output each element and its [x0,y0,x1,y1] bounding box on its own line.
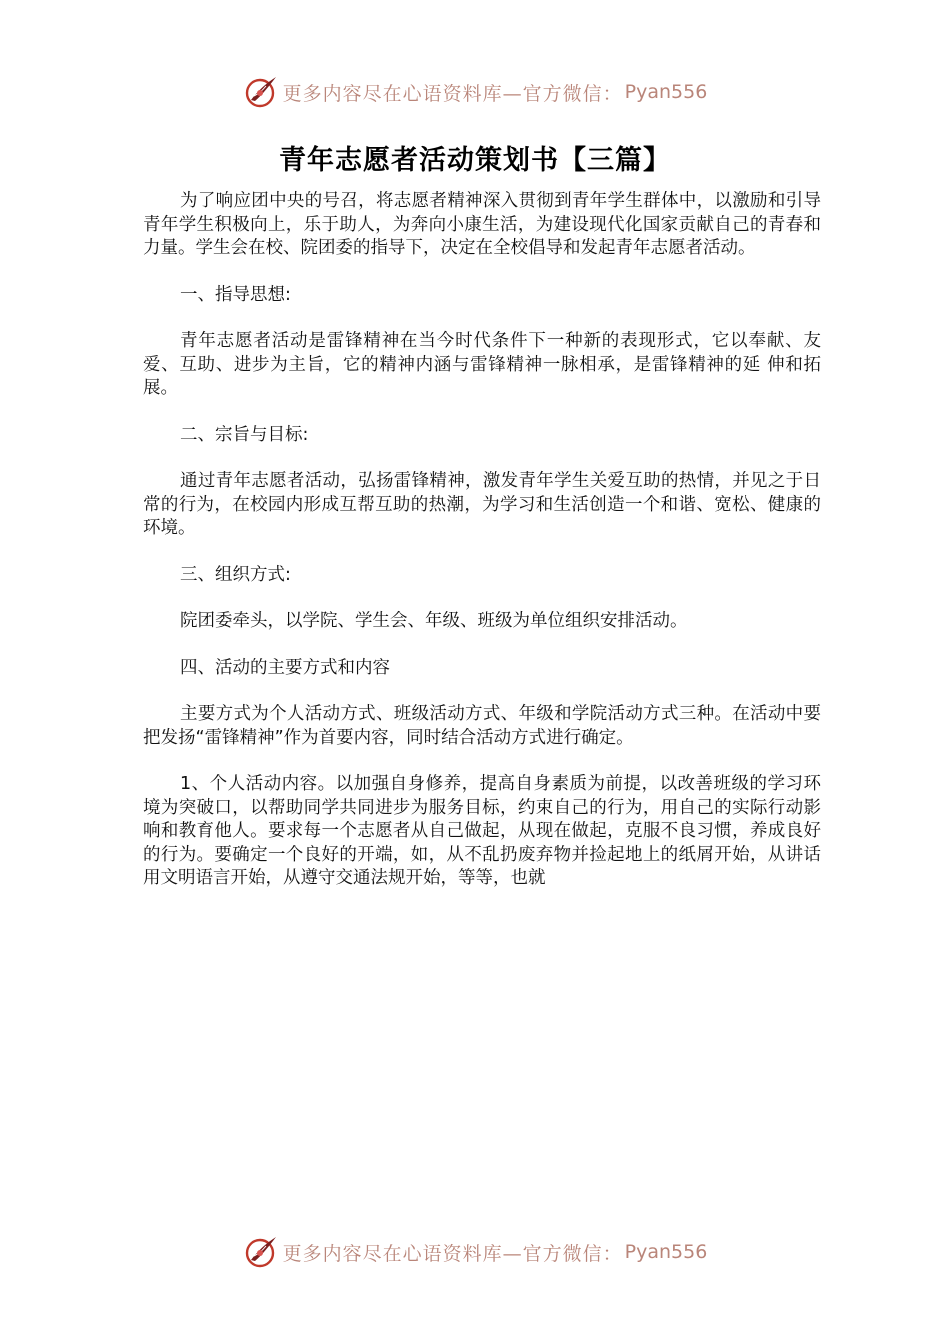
watermark-text: 更多内容尽在心语资料库—官方微信： [282,82,623,105]
watermark-text: 更多内容尽在心语资料库—官方微信： [282,1242,623,1265]
section-heading-purpose-goals: 二、宗旨与目标: [180,424,309,445]
document-body [143,190,821,914]
section-heading-activities: 四、活动的主要方式和内容 [180,657,390,678]
section-heading-organization: 三、组织方式: [180,564,291,585]
watermark-wechat-id: Pyan556 [624,81,708,103]
intro-paragraph: 为了响应团中央的号召，将志愿者精神深入贯彻到青年学生群体中，以激励和引导青年学生积极向上，乐于助人，为奔向小康生活，为建设现代化国家贡献自己的青春和力量。学生会在校、院团委的指导下，决定在全校倡导和发起青年志愿者活动。 [143,191,821,258]
header-watermark [0,72,950,112]
guiding-thought-paragraph: 青年志愿者活动是雷锋精神在当今时代条件下一种新的表现形式，它以奉献、友爱、互助、进步为主旨，它的精神内涵与雷锋精神一脉相承，是雷锋精神的延 伸和拓展。 [143,331,821,398]
quill-logo-icon [243,1234,279,1270]
purpose-goals-paragraph: 通过青年志愿者活动，弘扬雷锋精神，激发青年学生关爱互助的热情，并见之于日常的行为，在校园内形成互帮互助的热潮，为学习和生活创造一个和谐、宽松、健康的环境。 [143,471,821,538]
activities-paragraph: 主要方式为个人活动方式、班级活动方式、年级和学院活动方式三种。在活动中要把发扬“雷锋精神”作为首要内容，同时结合活动方式进行确定。 [143,704,821,748]
organization-paragraph: 院团委牵头，以学院、学生会、年级、班级为单位组织安排活动。 [180,611,688,631]
individual-activities-paragraph: 1、个人活动内容。以加强自身修养，提高自身素质为前提，以改善班级的学习环境为突破口，以帮助同学共同进步为服务目标，约束自己的行为，用自己的实际行动影响和教育他人。要求每一个志愿者从自己做起，从现在做起，克服不良习惯，养成良好的行为。要确定一个良好的开端，如，从不乱扔废弃物并捡起地上的纸屑开始，从讲话用文明语言开始，从遵守交通法规开始，等等，也就 [143,774,821,888]
footer-watermark [0,1232,950,1272]
document-title: 青年志愿者活动策划书【三篇】 [279,145,671,176]
section-heading-guiding-thought: 一、指导思想: [180,284,291,305]
quill-logo-icon [243,74,279,110]
watermark-wechat-id: Pyan556 [624,1241,708,1263]
